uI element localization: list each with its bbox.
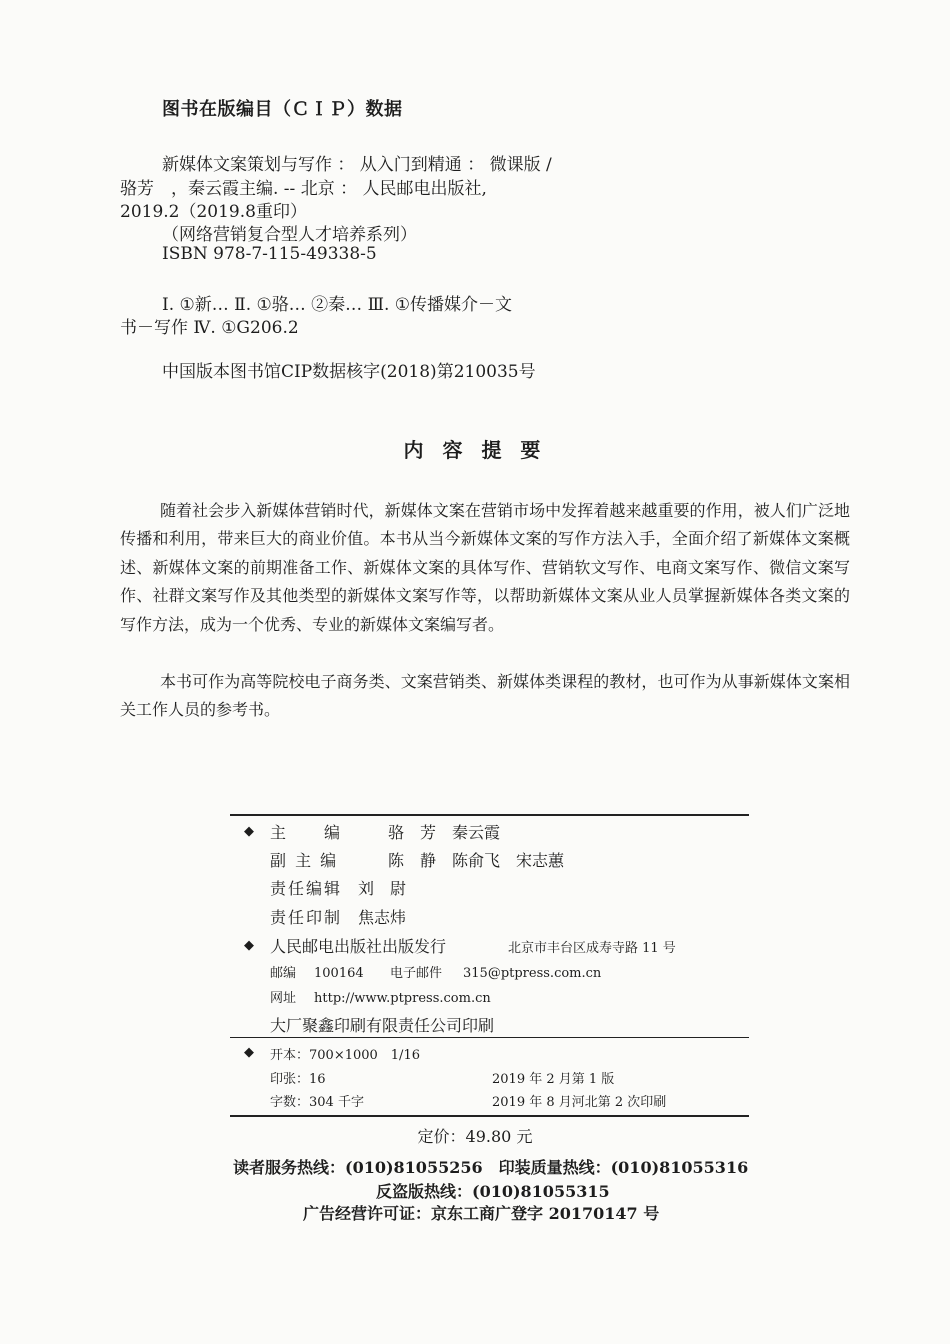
printer-name: 大厂聚鑫印刷有限责任公司印刷 <box>270 1016 495 1035</box>
bullet-icon: ◆ <box>244 1045 254 1060</box>
anti-piracy-hotline: 反盗版热线：(010)81055315 <box>376 1182 610 1201</box>
cip-date-line: 2019.2（2019.8重印） <box>120 202 307 222</box>
cip-verification: 中国版本图书馆CIP数据核字(2018)第210035号 <box>162 362 536 382</box>
sheets-row <box>270 1068 614 1087</box>
cip-classification-line1: Ⅰ. ①新… Ⅱ. ①骆… ②秦… Ⅲ. ①传播媒介－文 <box>162 295 513 315</box>
abstract-paragraph-1: 随着社会步入新媒体营销时代，新媒体文案在营销市场中发挥着越来越重要的作用，被人们广泛地传播和利用，带来巨大的商业价值。本书从当今新媒体文案的写作方法入手，全面介绍了新媒体文案概述、新媒体文案的前期准备工作、新媒体文案的具体写作、营销软文写作、电商文案写作、微信文案写作、社群文案写作及其他类型的新媒体文案写作等，以帮助新媒体文案从业人员掌握新媒体各类文案的写作方法，成为一个优秀、专业的新媒体文案编写者。 <box>120 501 850 634</box>
credits-bottom-rule <box>230 1115 749 1117</box>
ad-license: 广告经营许可证：京东工商广登字 20170147 号 <box>303 1204 660 1223</box>
abstract-paragraph-2: 本书可作为高等院校电子商务类、文案营销类、新媒体类课程的教材，也可作为从事新媒体文案相关工作人员的参考书。 <box>120 672 850 720</box>
cip-isbn: ISBN 978-7-115-49338-5 <box>162 244 377 264</box>
credit-editor-row <box>270 820 500 843</box>
format-row <box>270 1044 420 1063</box>
credits-middle-rule <box>230 1037 749 1038</box>
credits-top-rule <box>230 814 749 816</box>
service-hotline: 读者服务热线：(010)81055256 印装质量热线：(010)81055316 <box>233 1158 749 1177</box>
printer-row <box>270 1013 494 1036</box>
website-label: 网址 <box>270 991 297 1006</box>
cip-series-line: （网络营销复合型人才培养系列） <box>162 225 417 245</box>
credit-resp-editor-row <box>270 876 406 899</box>
website-row <box>270 987 491 1006</box>
website-value: http://www.ptpress.com.cn <box>314 991 491 1006</box>
edition-value: 2019 年 2 月第 1 版 <box>492 1072 615 1087</box>
sheets-value: 印张：16 <box>270 1072 326 1087</box>
resp-editor-name: 刘 尉 <box>358 879 407 898</box>
price: 定价：49.80 元 <box>417 1127 533 1146</box>
editor-names: 骆 芳 秦云霞 <box>388 823 501 842</box>
deputy-names: 陈 静 陈俞飞 宋志蕙 <box>388 851 565 870</box>
words-value: 字数：304 千字 <box>270 1095 364 1110</box>
publisher-address: 北京市丰台区成寿寺路 11 号 <box>508 941 676 956</box>
credit-resp-print-row <box>270 905 406 928</box>
publisher-row <box>270 934 676 957</box>
resp-print-name: 焦志炜 <box>358 908 407 927</box>
cip-classification-line2: 书－写作 Ⅳ. ①G206.2 <box>120 318 299 338</box>
email-value: 315@ptpress.com.cn <box>463 966 602 981</box>
postcode-row <box>270 962 601 981</box>
bullet-icon: ◆ <box>244 824 254 839</box>
bullet-icon: ◆ <box>244 938 254 953</box>
cip-authors-line: 骆芳 ，秦云霞主编. -- 北京 ： 人民邮电出版社, <box>120 179 487 199</box>
publisher-name: 人民邮电出版社出版发行 <box>270 937 447 956</box>
format-value: 开本：700×1000 1/16 <box>270 1048 420 1063</box>
abstract-title: 内 容 提 要 <box>403 438 547 462</box>
resp-editor-role: 责任编辑 <box>270 879 343 898</box>
deputy-role: 副 主 编 <box>270 851 339 870</box>
editor-role: 主 编 <box>270 823 343 842</box>
credit-deputy-row <box>270 848 564 871</box>
postcode-label: 邮编 <box>270 966 297 981</box>
words-row <box>270 1091 666 1110</box>
postcode-value: 100164 <box>314 966 364 981</box>
printing-value: 2019 年 8 月河北第 2 次印刷 <box>492 1095 667 1110</box>
resp-print-role: 责任印制 <box>270 908 343 927</box>
cip-heading: 图书在版编目（ＣＩＰ）数据 <box>162 99 403 120</box>
email-label: 电子邮件 <box>390 966 443 981</box>
cip-title-line: 新媒体文案策划与写作 ： 从入门到精通 ： 微课版 / <box>162 155 552 175</box>
